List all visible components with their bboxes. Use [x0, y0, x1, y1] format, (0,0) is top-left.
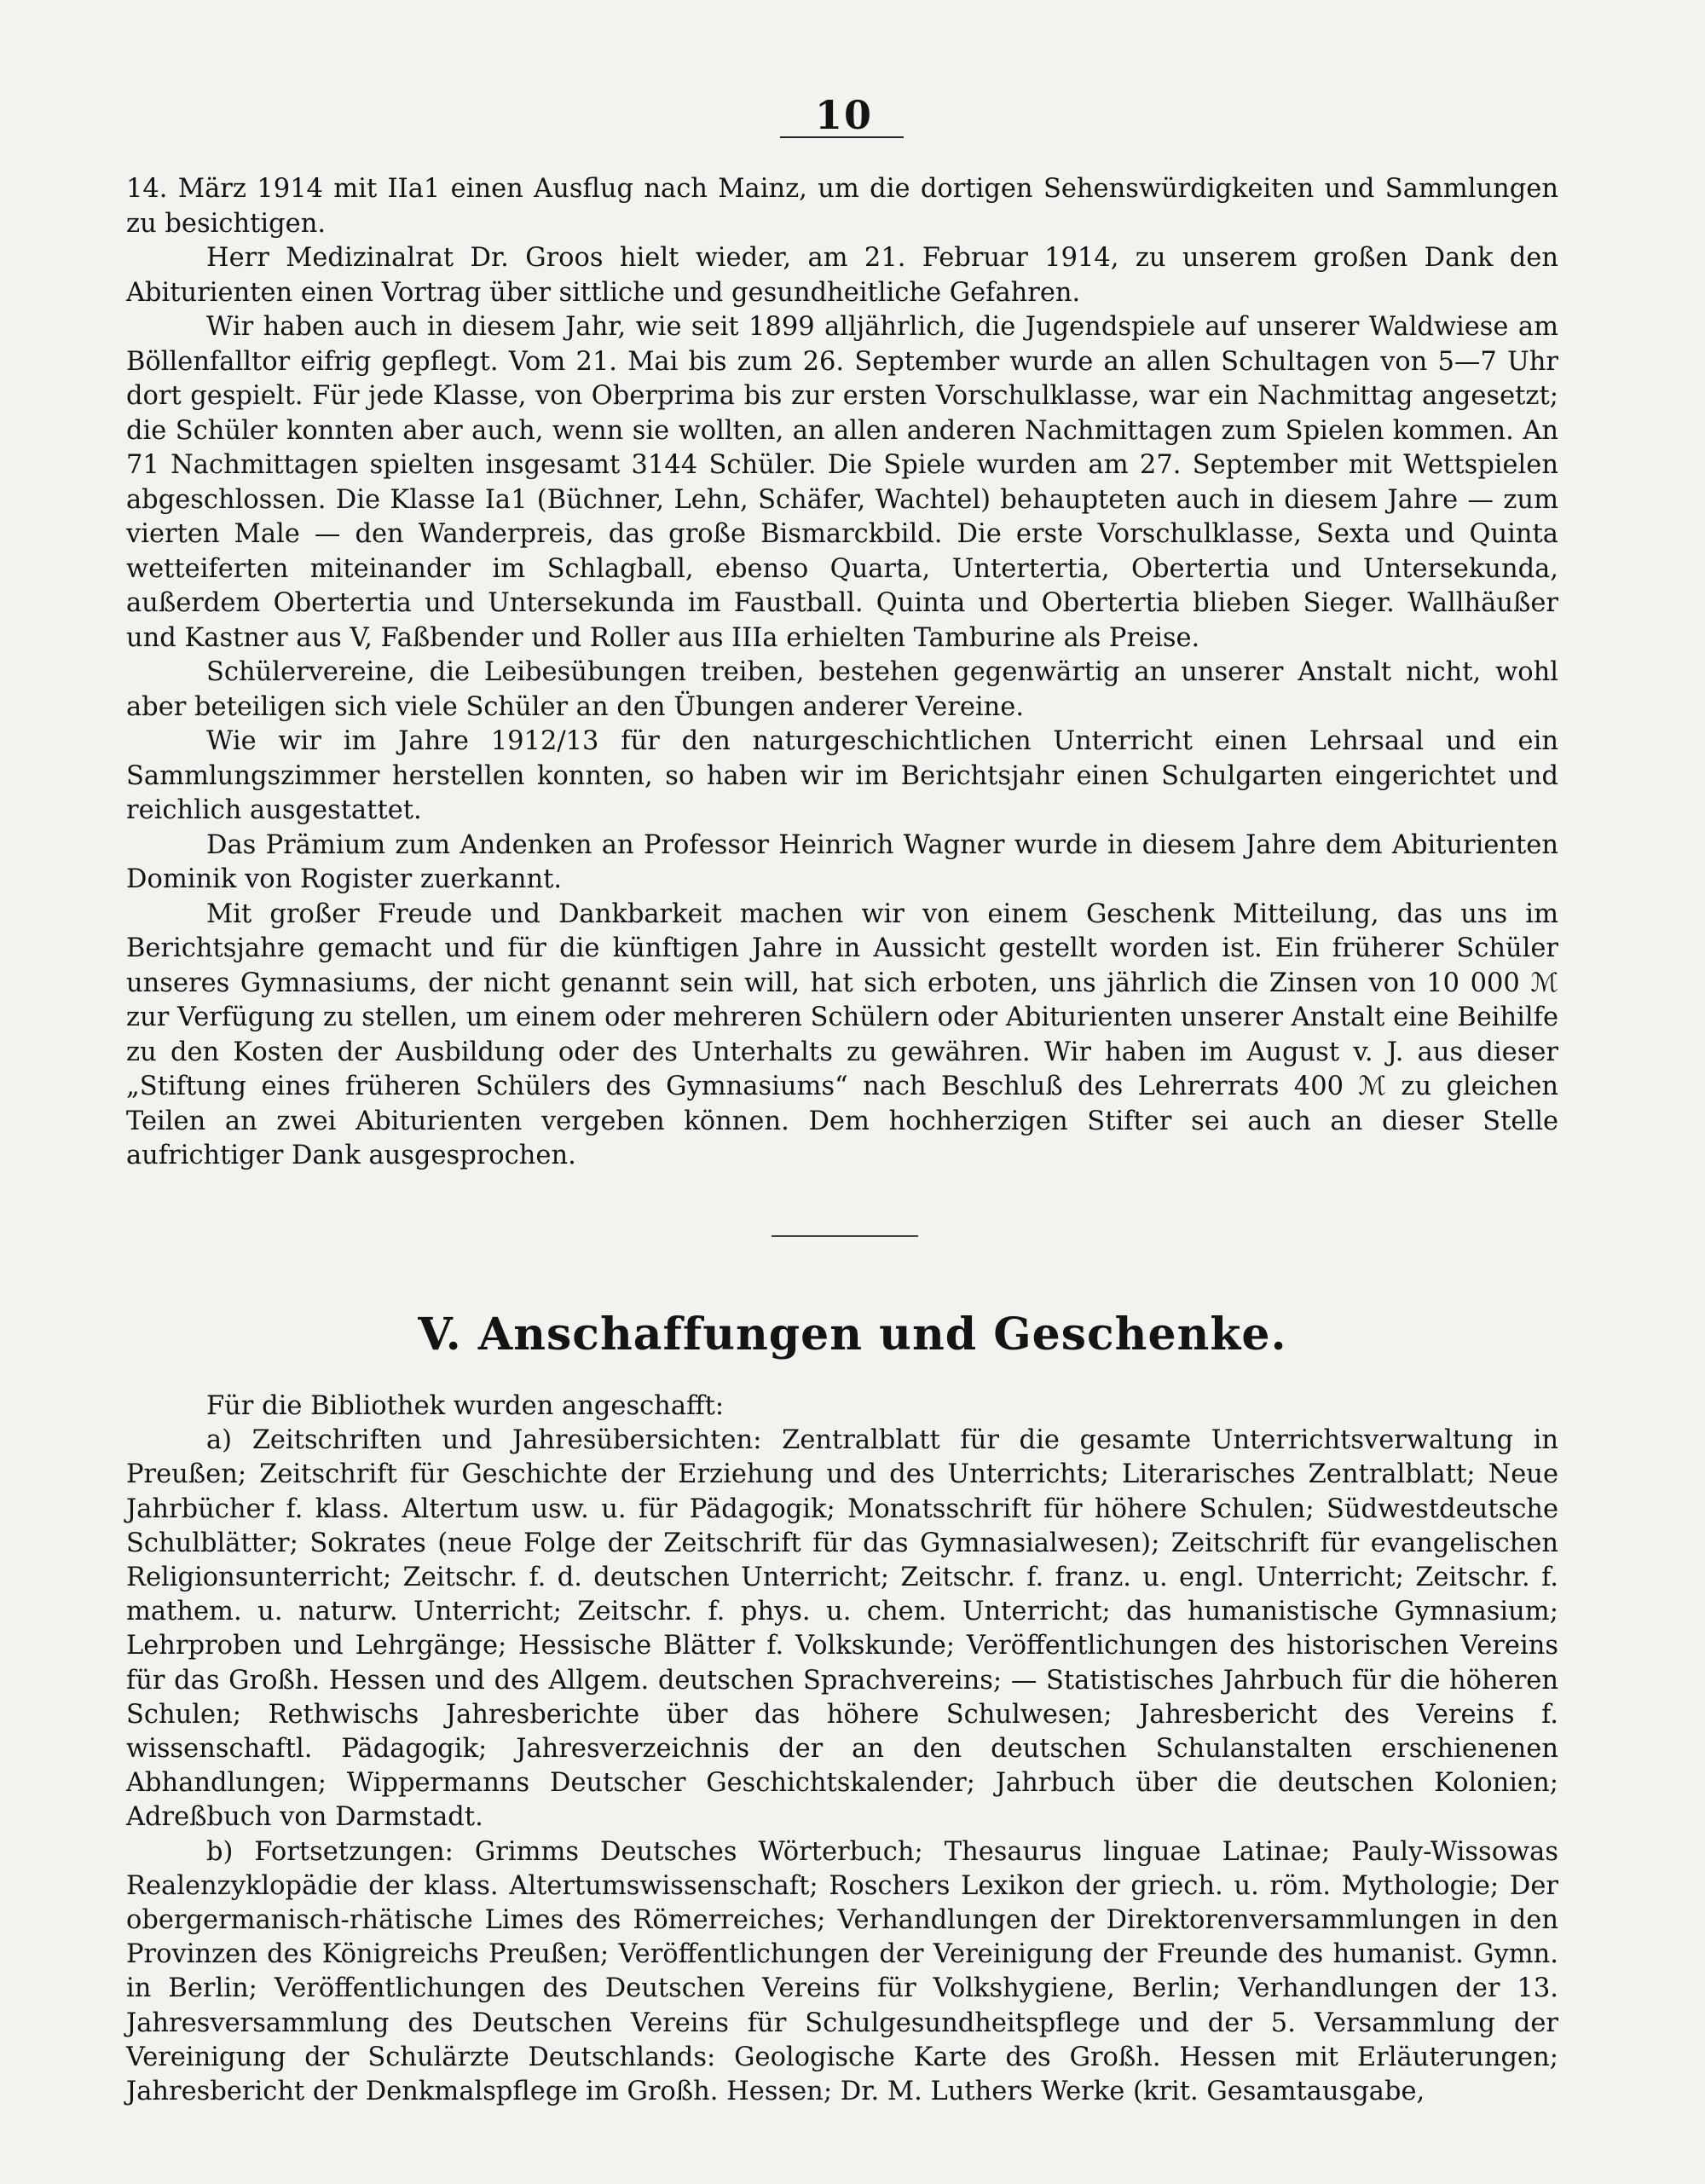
page-number: 10	[814, 92, 873, 138]
section-intro: Für die Bibliothek wurden angeschafft:	[206, 1391, 725, 1421]
paragraph: Herr Medizinalrat Dr. Groos hielt wieder, am 21. Februar 1914, zu unserem großen Dank den Abiturienten einen Vortrag über sittliche und gesundheitliche Gefahren.	[126, 243, 1558, 308]
section-item-a: a) Zeitschriften und Jahresübersichten: Zentralblatt für die gesamte Unterrichtsverwaltung in Preußen; Zeitschrift für Geschichte der Erziehung und des Unterrichts; Literarisches Zentralblatt; Neue Jahrbücher f. klass. Altertum usw. u. für Pädagogik; Monatsschrift für höhere Schulen; Südwestdeutsche Schulblätter; Sokrates (neue Folge der Zeitschrift für das Gymnasialwesen); Zeitschrift für evangelischen Religionsunterricht; Zeitschr. f. d. deutschen Unterricht; Zeitschr. f. franz. u. engl. Unterricht; Zeitschr. f. mathem. u. naturw. Unterricht; Zeitschr. f. phys. u. chem. Unterricht; das humanistische Gymnasium; Lehrproben und Lehrgänge; Hessische Blätter f. Volkskunde; Veröffentlichungen des historischen Vereins für das Großh. Hessen und des Allgem. deutschen Sprachvereins; — Statistisches Jahrbuch für die höheren Schulen; Rethwischs Jahresberichte über das höhere Schulwesen; Jahresbericht des Vereins f. wissenschaftl. Pädagogik; Jahresverzeichnis der an den deutschen Schulanstalten erschienenen Abhandlungen; Wippermanns Deutscher Geschichtskalender; Jahrbuch über die deutschen Kolonien; Adreßbuch von Darmstadt.	[126, 1425, 1558, 1833]
section-text	[126, 1390, 1558, 2109]
paragraph: Wie wir im Jahre 1912/13 für den naturgeschichtlichen Unterricht einen Lehrsaal und ein Sammlungszimmer herstellen konnten, so haben wir im Berichtsjahr einen Schulgarten eingerichtet und reichlich ausgestattet.	[126, 726, 1558, 825]
body-text	[126, 172, 1558, 1174]
paragraph: Schülervereine, die Leibesübungen treiben, bestehen gegenwärtig an unserer Anstalt nicht, wohl aber beteiligen sich viele Schüler an den Übungen anderer Vereine.	[126, 657, 1558, 722]
page-number-underline	[780, 136, 904, 138]
paragraph: Wir haben auch in diesem Jahr, wie seit 1899 alljährlich, die Jugendspiele auf unserer Waldwiese am Böllenfalltor eifrig gepflegt. Vom 21. Mai bis zum 26. September wurde an allen Schultagen von 5—7 Uhr dort gespielt. Für jede Klasse, von Oberprima bis zur ersten Vorschulklasse, war ein Nachmittag angesetzt; die Schüler konnten aber auch, wenn sie wollten, an allen anderen Nachmittagen zum Spielen kommen. An 71 Nachmittagen spielten insgesamt 3144 Schüler. Die Spiele wurden am 27. September mit Wettspielen abgeschlossen. Die Klasse Ia1 (Büchner, Lehn, Schäfer, Wachtel) behaupteten auch in diesem Jahre — zum vierten Male — den Wanderpreis, das große Bismarckbild. Die erste Vorschulklasse, Sexta und Quinta wetteiferten miteinander im Schlagball, ebenso Quarta, Untertertia, Obertertia und Untersekunda, außerdem Obertertia und Untersekunda im Faustball. Quinta und Obertertia blieben Sieger. Wallhäußer und Kastner aus V, Faßbender und Roller aus IIIa erhielten Tamburine als Preise.	[126, 312, 1558, 653]
section-item-b: b) Fortsetzungen: Grimms Deutsches Wörterbuch; Thesaurus linguae Latinae; Pauly-Wissowas Realenzyklopädie der klass. Altertumswissenschaft; Roschers Lexikon der griech. u. röm. Mythologie; Der obergermanisch-rhätische Limes des Römerreiches; Verhandlungen der Direktorenversammlungen in den Provinzen des Königreichs Preußen; Veröffentlichungen der Vereinigung der Freunde des humanist. Gymn. in Berlin; Veröffentlichungen des Deutschen Vereins für Volkshygiene, Berlin; Verhandlungen der 13. Jahresversammlung des Deutschen Vereins für Schulgesundheitspflege und der 5. Versammlung der Vereinigung der Schulärzte Deutschlands: Geologische Karte des Großh. Hessen mit Erläuterungen; Jahresbericht der Denkmalspflege im Großh. Hessen; Dr. M. Luthers Werke (krit. Gesamtausgabe,	[126, 1836, 1558, 2107]
section-divider	[772, 1235, 918, 1237]
paragraph: 14. März 1914 mit IIa1 einen Ausflug nach Mainz, um die dortigen Sehenswürdigkeiten und Sammlungen zu besichtigen.	[126, 174, 1558, 239]
paragraph: Das Prämium zum Andenken an Professor Heinrich Wagner wurde in diesem Jahre dem Abiturienten Dominik von Rogister zuerkannt.	[126, 829, 1558, 894]
section-heading: V. Anschaffungen und Geschenke.	[418, 1309, 1287, 1361]
paragraph: Mit großer Freude und Dankbarkeit machen wir von einem Geschenk Mitteilung, das uns im Berichtsjahre gemacht und für die künftigen Jahre in Aussicht gestellt worden ist. Ein früherer Schüler unseres Gymnasiums, der nicht genannt sein will, hat sich erboten, uns jährlich die Zinsen von 10 000 ℳ zur Verfügung zu stellen, um einem oder mehreren Schülern oder Abiturienten unserer Anstalt eine Beihilfe zu den Kosten der Ausbildung oder des Unterhalts zu gewähren. Wir haben im August v. J. aus dieser „Stiftung eines früheren Schülers des Gymnasiums“ nach Beschluß des Lehrerrats 400 ℳ zu gleichen Teilen an zwei Abiturienten vergeben können. Dem hochherzigen Stifter sei auch an dieser Stelle aufrichtiger Dank ausgesprochen.	[126, 898, 1558, 1170]
